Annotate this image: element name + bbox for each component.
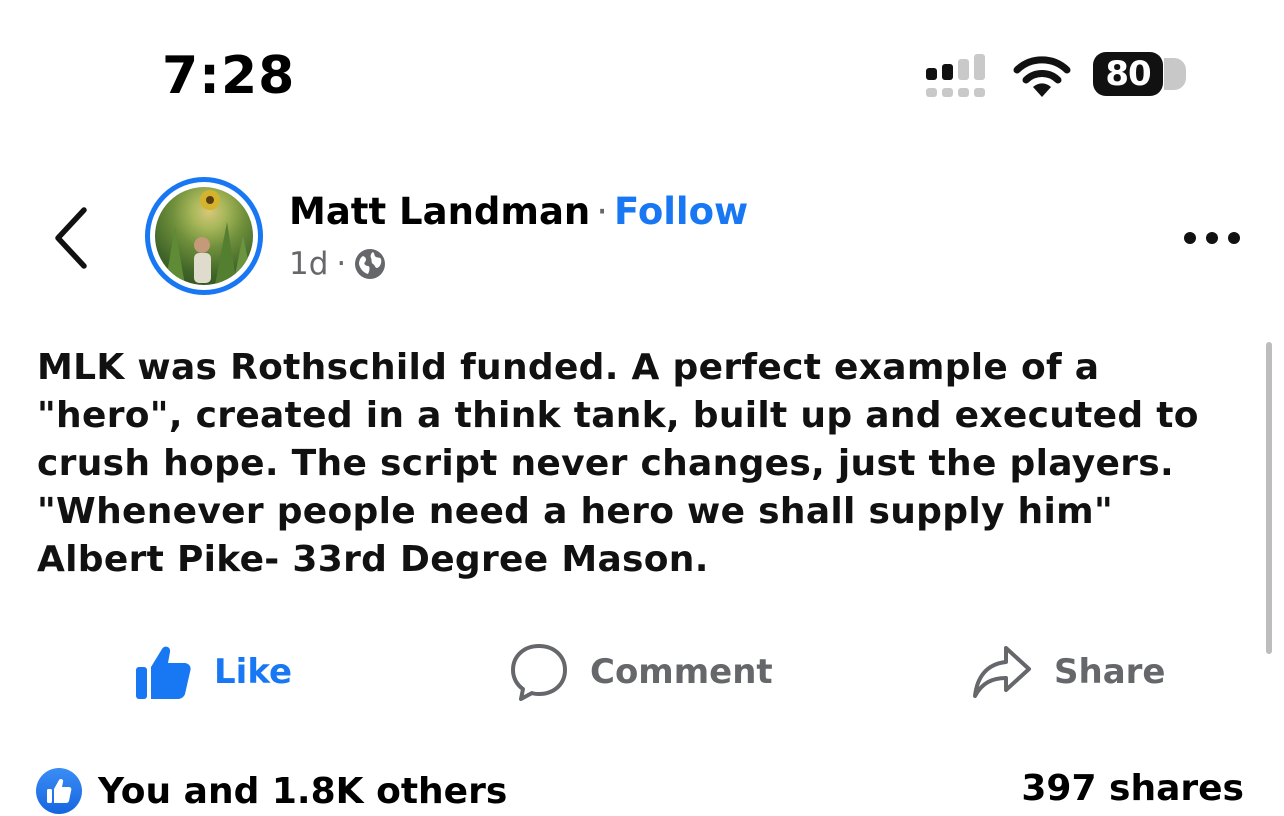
like-reaction-icon [36, 768, 82, 814]
follow-button[interactable]: Follow [614, 190, 749, 233]
comment-label: Comment [590, 652, 773, 692]
back-button[interactable] [48, 204, 98, 272]
like-button[interactable] [134, 640, 292, 704]
reactions-count: You and 1.8K others [98, 770, 508, 812]
post-meta [289, 246, 386, 282]
shares-count[interactable]: 397 shares [1021, 768, 1244, 809]
author-line [289, 190, 748, 233]
post-time[interactable]: 1d [289, 246, 329, 282]
separator: · [596, 190, 609, 233]
share-button[interactable] [972, 640, 1165, 704]
avatar[interactable] [145, 177, 263, 295]
scrollbar[interactable] [1266, 342, 1272, 654]
status-time: 7:28 [162, 46, 296, 106]
post-body: MLK was Rothschild funded. A perfect example of a "hero", created in a think tank, built up and executed to crush hope. The script never changes, just the players. "Whenever people need a hero we shall supply him" Albert Pike- 33rd Degree Mason. [37, 347, 1199, 580]
comment-bubble-icon [510, 643, 568, 701]
battery-icon: 80 [1093, 52, 1163, 96]
meta-separator: · [336, 246, 347, 282]
avatar-photo [155, 187, 253, 285]
wifi-icon [1012, 55, 1072, 99]
thumbs-up-icon [134, 643, 192, 701]
more-options-button[interactable] [1182, 226, 1242, 250]
share-label: Share [1054, 652, 1166, 692]
battery-nub [1180, 67, 1186, 81]
author-name[interactable]: Matt Landman [289, 190, 591, 233]
signal-icon [924, 54, 992, 100]
like-label: Like [214, 652, 293, 692]
share-arrow-icon [972, 644, 1032, 700]
reactions-summary[interactable] [36, 768, 507, 814]
comment-button[interactable] [510, 640, 773, 704]
globe-icon [354, 248, 386, 280]
